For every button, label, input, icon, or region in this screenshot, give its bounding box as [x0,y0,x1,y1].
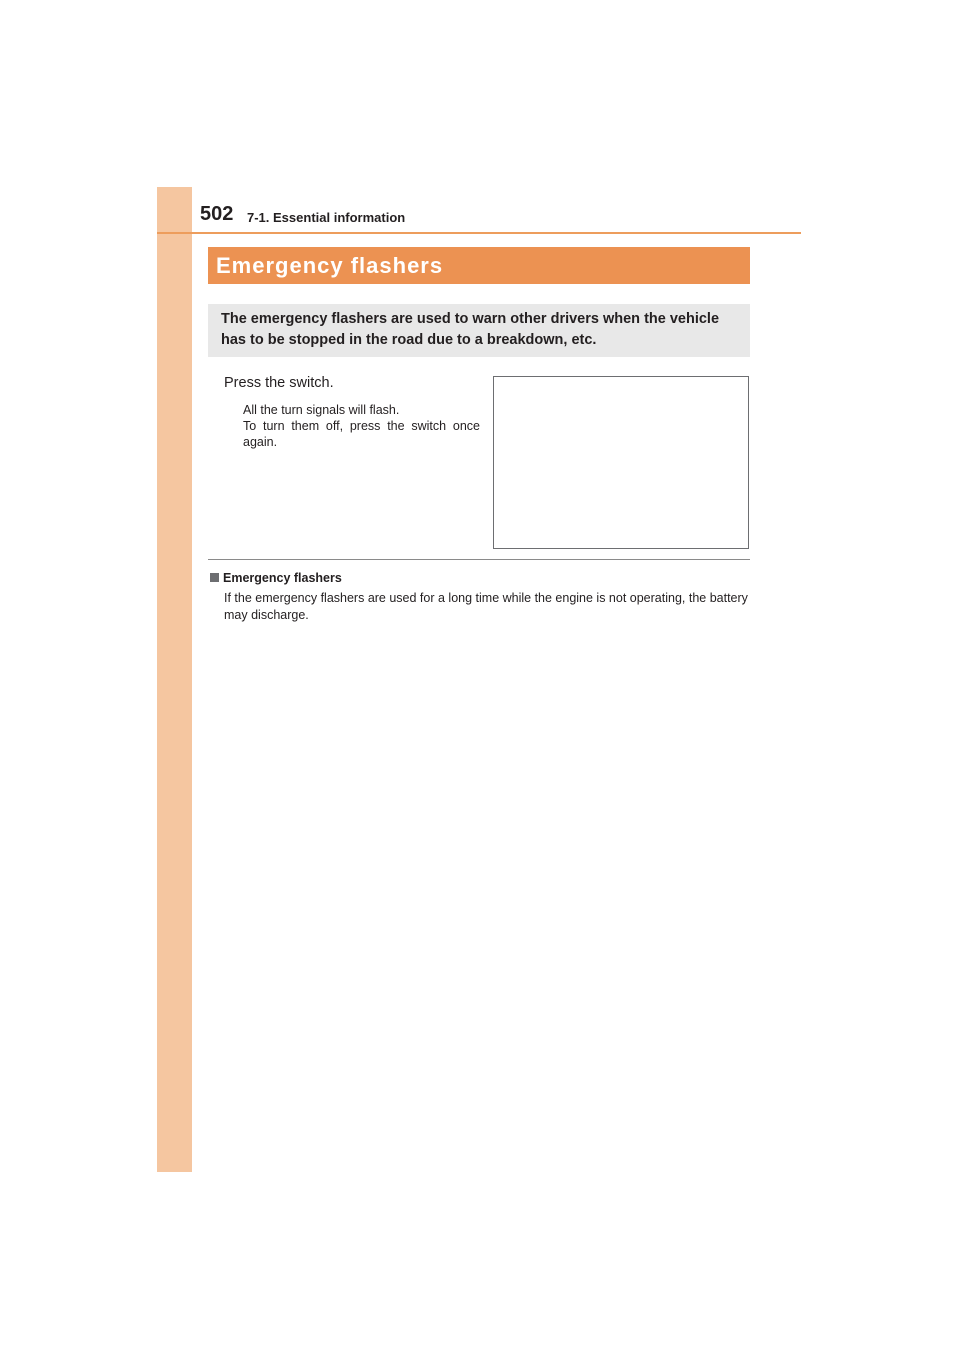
chapter-side-tab [157,187,192,1172]
note-heading-text: Emergency flashers [223,571,342,585]
square-bullet-icon [210,573,219,582]
intro-box [208,304,750,357]
step-detail-line: All the turn signals will flash. [243,403,400,417]
note-heading [210,570,342,587]
step-detail-line: To turn them off, press the switch once again. [243,419,480,449]
section-title-bar [208,247,750,284]
header-rule [157,232,801,234]
note-body: If the emergency flashers are used for a long time while the engine is not operating, the battery may discharge. [224,591,748,622]
section-label: 7-1. Essential information [247,210,406,225]
switch-illustration-frame [493,376,749,549]
intro-text: The emergency flashers are used to warn other drivers when the vehicle has to be stopped in the road due to a breakdown, etc. [221,311,720,348]
page-title: Emergency flashers [216,253,444,278]
step-instruction: Press the switch. [224,375,334,391]
section-divider [208,559,750,560]
step-details [243,402,480,450]
page-number: 502 [200,203,234,225]
